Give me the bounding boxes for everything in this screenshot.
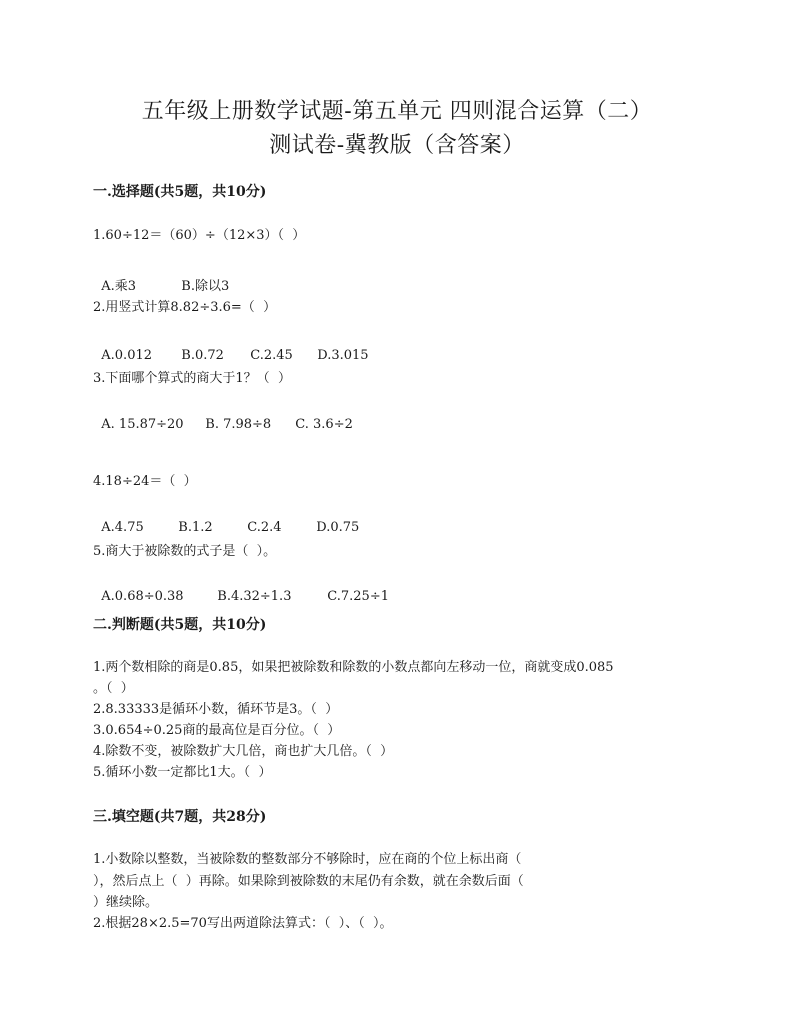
option: D.3.015 — [317, 348, 369, 363]
section-heading-choice: 一.选择题(共5题，共10分) — [93, 184, 267, 200]
option: B.4.32÷1.3 — [217, 589, 292, 604]
option: C.2.4 — [247, 520, 282, 535]
section-heading-fill: 三.填空题(共7题，共28分) — [93, 809, 267, 825]
option: B.除以3 — [181, 279, 230, 294]
option: B. 7.98÷8 — [205, 417, 272, 432]
fill-line: 1.小数除以整数，当被除数的整数部分不够除时，应在商的个位上标出商（ — [93, 852, 522, 867]
judge-line: 2.8.33333是循环小数，循环节是3。（ ） — [93, 702, 339, 717]
question-2: 2.用竖式计算8.82÷3.6=（ ） — [93, 300, 277, 315]
option: D.0.75 — [316, 520, 360, 535]
option: A.4.75 — [101, 520, 144, 535]
option: C. 3.6÷2 — [295, 417, 353, 432]
option: B.0.72 — [181, 348, 224, 363]
page-title-line2: 测试卷-冀教版（含答案） — [269, 133, 525, 158]
question-1-options — [93, 260, 229, 294]
option: B.1.2 — [178, 520, 213, 535]
question-5-options — [93, 574, 389, 604]
question-3-options — [93, 402, 353, 432]
page-title-line1: 五年级上册数学试题-第五单元 四则混合运算（二） — [141, 99, 653, 124]
option: A.0.012 — [101, 348, 153, 363]
fill-line: ），然后点上（ ）再除。如果除到被除数的末尾仍有余数，就在余数后面（ — [93, 874, 524, 889]
judge-line: 。（ ） — [93, 681, 134, 696]
fill-line: ）继续除。 — [93, 895, 159, 910]
option: C.7.25÷1 — [327, 589, 389, 604]
section-heading-judge: 二.判断题(共5题，共10分) — [93, 617, 267, 633]
question-4-options — [93, 505, 359, 535]
option: A.乘3 — [101, 279, 137, 294]
question-4: 4.18÷24＝（ ） — [93, 474, 197, 489]
question-5: 5.商大于被除数的式子是（ ）。 — [93, 544, 277, 559]
option: C.2.45 — [250, 348, 293, 363]
option: A.0.68÷0.38 — [101, 589, 184, 604]
judge-line: 5.循环小数一定都比1大。（ ） — [93, 765, 272, 780]
question-3: 3.下面哪个算式的商大于1？（ ） — [93, 371, 291, 386]
question-2-options — [93, 333, 369, 363]
question-1: 1.60÷12＝（60）÷（12×3）（ ） — [93, 228, 306, 243]
judge-line: 1.两个数相除的商是0.85，如果把被除数和除数的小数点都向左移动一位，商就变成0.085 — [93, 660, 614, 675]
judge-line: 3.0.654÷0.25商的最高位是百分位。（ ） — [93, 723, 341, 738]
fill-line: 2.根据28×2.5=70写出两道除法算式：（ ）、（ ）。 — [93, 916, 393, 931]
option: A. 15.87÷20 — [101, 417, 184, 432]
judge-line: 4.除数不变，被除数扩大几倍，商也扩大几倍。（ ） — [93, 744, 394, 759]
